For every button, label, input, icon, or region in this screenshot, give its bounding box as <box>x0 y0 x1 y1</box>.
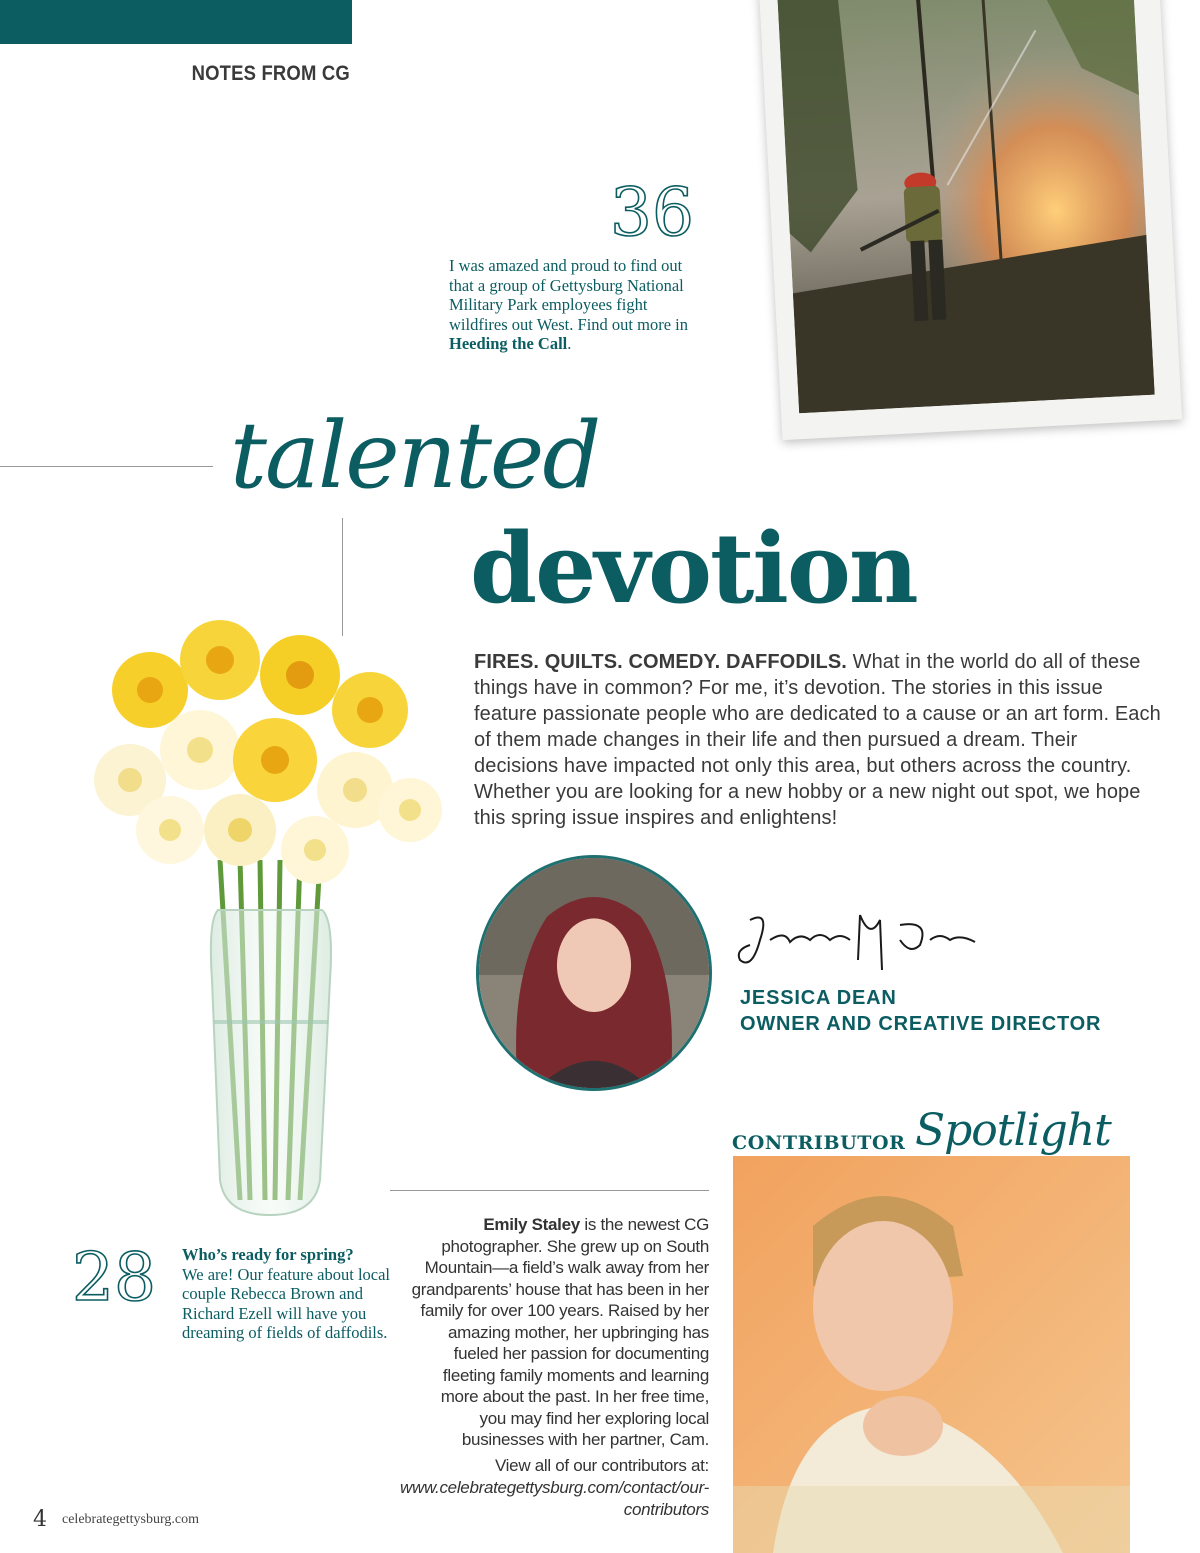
teaser-spring-heading: Who’s ready for spring? <box>182 1245 354 1264</box>
teaser-page-number-36: 36 <box>610 174 694 251</box>
contributor-photo <box>733 1156 1130 1553</box>
intro-body: What in the world do all of these things have in common? For me, it’s devotion. The stories in this issue feature passionate people who are dedicated to a cause or an art form. Each of them made changes in their life and then pursued a dream. Their decisions have impacted not only this area, but others across the country. Whether you are looking for a new hobby or a new night out spot, we hope this spring issue inspires and enlightens! <box>474 651 1161 829</box>
headline-line-1: talented <box>230 402 600 509</box>
avatar <box>479 858 709 1088</box>
director-name: JESSICA DEAN <box>740 987 897 1009</box>
teaser-spring-body: We are! Our feature about local couple Rebecca Brown and Richard Ezell will have you dreaming of fields of daffodils. <box>182 1264 391 1343</box>
contributor-name: Emily Staley <box>483 1215 580 1234</box>
intro-lead: FIRES. QUILTS. COMEDY. DAFFODILS. <box>474 651 847 673</box>
signature-text: Jessica M Dean <box>730 988 738 989</box>
teaser-spring-text <box>182 1245 407 1343</box>
director-title: OWNER AND CREATIVE DIRECTOR <box>740 1013 1102 1035</box>
header-color-bar <box>0 0 352 44</box>
headline-line-2: devotion <box>470 512 917 625</box>
headline-vertical-rule <box>342 518 343 636</box>
contributor-portrait <box>733 1156 1130 1553</box>
director-signature <box>730 900 990 990</box>
teaser-fire-link-title: Heeding the Call <box>449 334 568 354</box>
teaser-page-number-28: 28 <box>72 1239 156 1316</box>
contributor-bio-text: is the newest CG photographer. She grew up on South Mountain—a field’s walk away from her grandparents’ house that has been in her family for over 100 years. Raised by her amazing mother, her upbringing has fueled her passion for documenting fleeting family moments and learning more about the past. In her free time, you may find her exploring local businesses with her partner, Cam. <box>411 1215 709 1449</box>
teaser-fire-text <box>449 256 704 354</box>
intro-paragraph <box>474 649 1164 831</box>
headline-rule <box>0 466 213 467</box>
daffodil-vase-illustration <box>90 620 450 1220</box>
section-label: NOTES FROM CG <box>191 62 350 85</box>
teaser-fire-end: . <box>567 334 572 354</box>
contributor-cta <box>330 1455 709 1521</box>
director-portrait <box>476 855 712 1091</box>
firefighter-photo-illustration <box>777 0 1154 413</box>
fire-photo <box>758 0 1182 440</box>
contributor-heading: CONTRIBUTOR <box>732 1132 906 1154</box>
contributor-heading-script: Spotlight <box>915 1105 1111 1156</box>
page-number: 4 <box>33 1507 47 1532</box>
contributor-rule <box>390 1190 709 1191</box>
contributor-cta-text: View all of our contributors at: <box>494 1456 709 1475</box>
teaser-fire-body: I was amazed and proud to find out that a group of Gettysburg National Military Park employees fight wildfires out West. Find out more in <box>449 256 688 334</box>
contributor-bio <box>410 1214 709 1451</box>
footer-site[interactable]: celebrategettysburg.com <box>62 1512 199 1527</box>
contributor-url[interactable]: www.celebrategettysburg.com/contact/our-contributors <box>400 1478 709 1519</box>
